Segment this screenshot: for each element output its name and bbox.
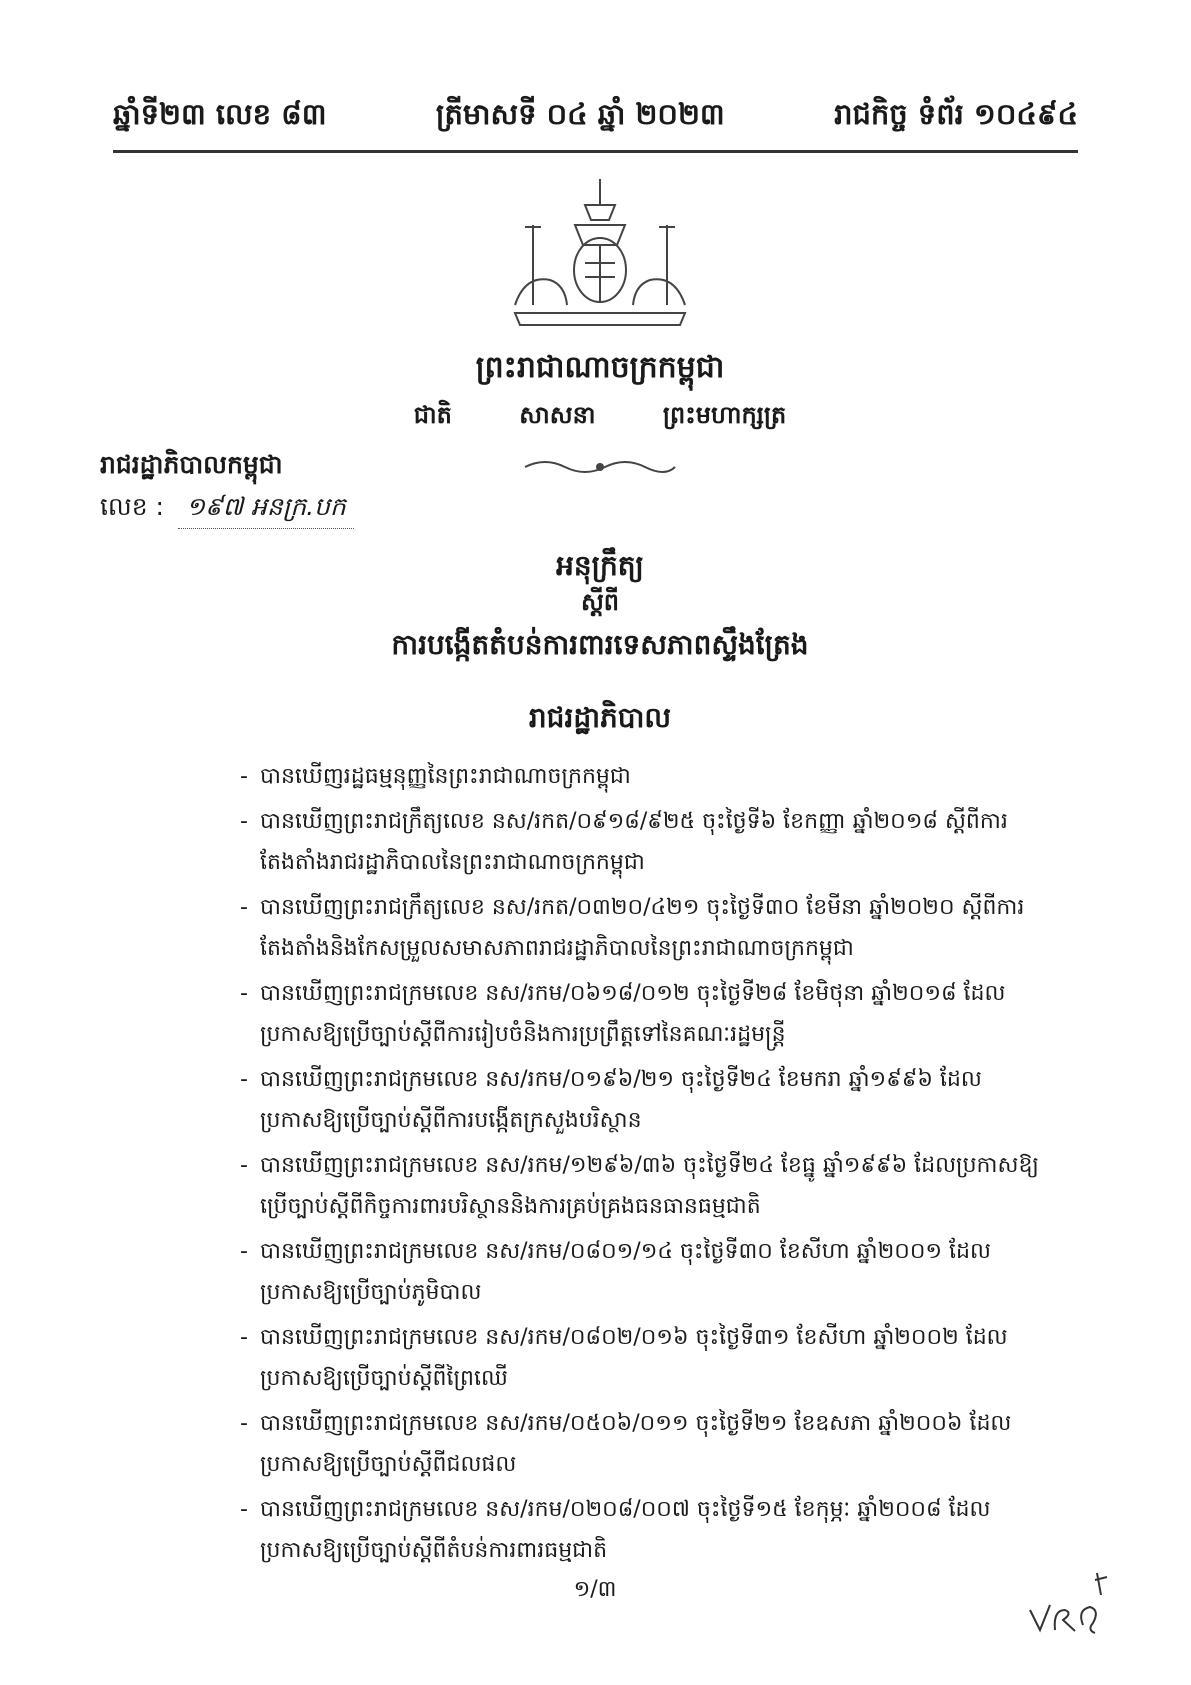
document-type: អនុក្រឹត្យ [556,549,644,582]
page-number: ១/៣ [573,1577,617,1602]
issuing-government: រាជរដ្ឋាភិបាលកម្ពុជា [100,450,283,479]
header-divider [113,150,1078,153]
list-item: - បានឃើញរដ្ឋធម្មនុញ្ញនៃព្រះរាជាណាចក្រកម្ពុជា [240,756,1040,797]
list-item: - បានឃើញព្រះរាជក្រមលេខ នស/រកម/០៥០៦/០១១ ចុះថ្ងៃទី២១ ខែឧសភា ឆ្នាំ២០០៦ ដែលប្រកាសឱ្យប្រើច្បាប់ស្តីពីជលផល [240,1403,1040,1485]
list-item: - បានឃើញព្រះរាជក្រមលេខ នស/រកម/០១៩៦/២១ ចុះថ្ងៃទី២៤ ខែមករា ឆ្នាំ១៩៩៦ ដែលប្រកាសឱ្យប្រើច្បាប់ស្តីពីការបង្កើតក្រសួងបរិស្ថាន [240,1059,1040,1141]
gazette-quarter: ត្រីមាសទី ០៤ ឆ្នាំ ២០២៣ [435,97,725,131]
list-item: - បានឃើញព្រះរាជក្រមលេខ នស/រកម/០៨០២/០១៦ ចុះថ្ងៃទី៣១ ខែសីហា ឆ្នាំ២០០២ ដែលប្រកាសឱ្យប្រើច្បាប់ស្តីពីព្រៃឈើ [240,1317,1040,1399]
document-number-label: លេខ : [100,492,164,521]
ornament-divider-icon [520,455,680,479]
royal-coat-of-arms-icon [505,175,695,335]
title-on: ស្តីពី [580,588,620,616]
handwritten-initials-icon [1025,1565,1125,1640]
section-heading: រាជរដ្ឋាភិបាល [528,701,672,734]
list-item: - បានឃើញព្រះរាជក្រឹត្យលេខ នស/រកត/០៩១៨/៩២៥ ចុះថ្ងៃទី៦ ខែកញ្ញា ឆ្នាំ២០១៨ ស្តីពីការតែងតាំងរាជរដ្ឋាភិបាលនៃព្រះរាជាណាចក្រកម្ពុជា [240,801,1040,883]
national-motto [380,400,820,435]
list-item: - បានឃើញព្រះរាជក្រមលេខ នស/រកម/០៦១៨/០១២ ចុះថ្ងៃទី២៨ ខែមិថុនា ឆ្នាំ២០១៨ ដែលប្រកាសឱ្យប្រើច្បាប់ស្តីពីការរៀបចំនិងការប្រព្រឹត្តទៅនៃគណៈរដ្ឋមន្ត្រី [240,973,1040,1055]
list-item: - បានឃើញព្រះរាជក្រមលេខ នស/រកម/០២០៨/០០៧ ចុះថ្ងៃទី១៥ ខែកុម្ភៈ ឆ្នាំ២០០៨ ដែលប្រកាសឱ្យប្រើច្បាប់ស្តីពីតំបន់ការពារធម្មជាតិ [240,1489,1040,1571]
motto-nation: ជាតិ [413,401,452,429]
document-subject: ការបង្កើតតំបន់ការពារទេសភាពស្ទឹងត្រែង [391,628,809,661]
gazette-header [113,88,1078,148]
kingdom-name: ព្រះរាជាណាចក្រកម្ពុជា [475,350,725,385]
document-number [100,492,354,529]
list-item: - បានឃើញព្រះរាជក្រឹត្យលេខ នស/រកត/០៣២០/៤២១ ចុះថ្ងៃទី៣០ ខែមីនា ឆ្នាំ២០២០ ស្តីពីការតែងតាំងនិងកែសម្រួលសមាសភាពរាជរដ្ឋាភិបាលនៃព្រះរាជាណាចក្រកម្ពុជា [240,887,1040,969]
motto-king: ព្រះមហាក្សត្រ [662,401,787,429]
list-item: - បានឃើញព្រះរាជក្រមលេខ នស/រកម/០៨០១/១៤ ចុះថ្ងៃទី៣០ ខែសីហា ឆ្នាំ២០០១ ដែលប្រកាសឱ្យប្រើច្បាប់ភូមិបាល [240,1231,1040,1313]
document-number-value: ១៩៧ អនក្រ.បក [178,492,354,529]
gazette-year-issue: ឆ្នាំទី២៣ លេខ ៨៣ [113,97,327,131]
gazette-page: រាជកិច្ច ទំព័រ ១០៤៩៤ [834,97,1078,131]
motto-religion: សាសនា [519,401,596,429]
considerations-list [240,756,1040,1575]
list-item: - បានឃើញព្រះរាជក្រមលេខ នស/រកម/១២៩៦/៣៦ ចុះថ្ងៃទី២៤ ខែធ្នូ ឆ្នាំ១៩៩៦ ដែលប្រកាសឱ្យប្រើច្បាប់ស្តីពីកិច្ចការពារបរិស្ថាននិងការគ្រប់គ្រងធនធានធម្មជាតិ [240,1145,1040,1227]
